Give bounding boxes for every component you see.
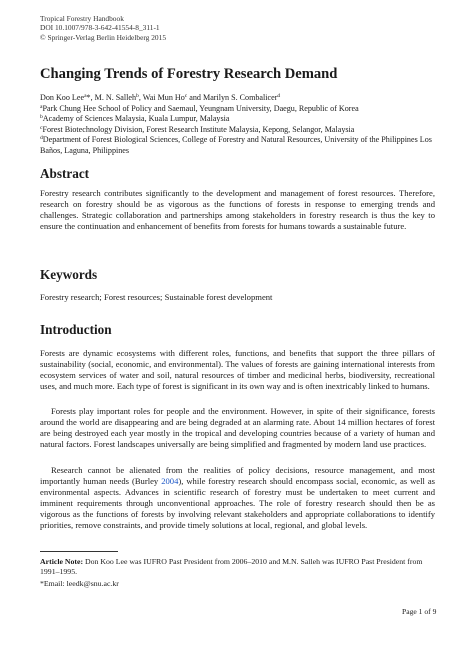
affiliation-text: Park Chung Hee School of Policy and Saemaul, Yeungnam University, Daegu, Republic of Korea [42,103,359,113]
affiliation [40,104,440,115]
affiliation-sup: d [40,135,43,142]
author-sup: c [184,93,188,99]
author-separator: , [138,93,143,102]
affiliation-text: Forest Biotechnology Division, Forest Research Institute Malaysia, Kepong, Selangor, Malaysia [42,124,355,134]
affiliation-sup: a [40,103,43,110]
article-note-text: Don Koo Lee was IUFRO Past President from 2006–2010 and M.N. Salleh was IUFRO Past President from 1991–1995. [40,557,423,577]
footnote-divider [40,551,118,552]
author-sup: d [277,93,281,99]
intro-paragraph-2: Forests play important roles for people and the environment. However, in spite of their significance, forests around the world are disappearing and are being degraded at an alarming rate. About 14 million hectares of forest are being destroyed each year mostly in the tropical and developing countries because of a variety of human and natural factors. Forest landscapes universally are being simplified and fragmented by modern land use practices. [40,406,435,450]
author-name: Marilyn S. Combalicer [203,93,278,102]
intro-paragraph-3-end: ), while forestry research should encompass social, economic, as well as environmental aspects. Advances in scientific research of forestry must be undertaken to meet current and imminent requirements through unconventional approaches. The role of forestry research should then be as vigorous as the functions of forests by involving relevant stakeholders and appropriate collaborations to identify priorities, remove constraints, and provide timely solutions at local, regional, and global levels. [40,476,435,531]
author-name: Don Koo Lee [40,93,85,102]
keywords-heading: Keywords [40,267,98,282]
page-number: Page 1 of 9 [402,607,437,616]
intro-paragraph-1: Forests are dynamic ecosystems with different roles, functions, and benefits that support the three pillars of sustainability (social, economic, and environmental). The values of forests are gaining international interests from ecosystem services of water and soil, natural resources of timber and medicinal herbs, biodiversity, recreational uses, and much more. Each type of forest is significant in its own way and is often inextricably linked to humans. [40,348,435,392]
article-note [40,557,435,577]
affiliation-text: Department of Forest Biological Sciences, College of Forestry and Natural Resources, University of the Philippines Los Baños, Laguna, Philippines [40,135,432,155]
author-sup: b [136,93,139,99]
citation-link[interactable]: 2004 [161,476,179,487]
affiliation-sup: c [40,124,43,131]
author-block [40,93,440,157]
corresponding-email: *Email: leedk@snu.ac.kr [40,579,119,589]
keywords-text: Forestry research; Forest resources; Sustainable forest development [40,292,273,302]
affiliation-sup: b [40,114,43,121]
publication-header [40,14,166,42]
intro-paragraph-3 [40,465,435,532]
article-note-label: Article Note: [40,557,84,566]
journal-name: Tropical Forestry Handbook [40,14,124,23]
author-separator: *, [86,93,95,102]
author-name: M. N. Salleh [94,93,137,102]
author-separator: and [187,93,203,102]
author-sup: a [84,93,87,99]
abstract-heading: Abstract [40,166,90,181]
affiliation [40,114,440,125]
affiliation [40,125,440,136]
abstract-text: Forestry research contributes significantly to the development and management of forest resources. Therefore, research on forestry should be as vigorous as the functions of forests in response to emerging trends and challenges. Strategic collaboration and partnerships among stakeholders in forestry research is thus the key to ensure the continuation and enhancement of benefits from forests for humans towards a sustainable future. [40,188,435,232]
introduction-heading: Introduction [40,322,112,337]
author-list [40,93,440,104]
author-name: Wai Mun Ho [142,93,185,102]
footnotes [40,557,435,590]
paper-title: Changing Trends of Forestry Research Demand [40,66,338,82]
affiliation [40,135,440,156]
doi: DOI 10.1007/978-3-642-41554-8_311-1 [40,23,160,33]
affiliation-text: Academy of Sciences Malaysia, Kuala Lumpur, Malaysia [42,114,230,124]
intro-paragraph-3-start: Research cannot be alienated from the realities of policy decisions, resource management, and most importantly human needs (Burley [40,465,435,487]
copyright: © Springer-Verlag Berlin Heidelberg 2015 [40,32,167,42]
